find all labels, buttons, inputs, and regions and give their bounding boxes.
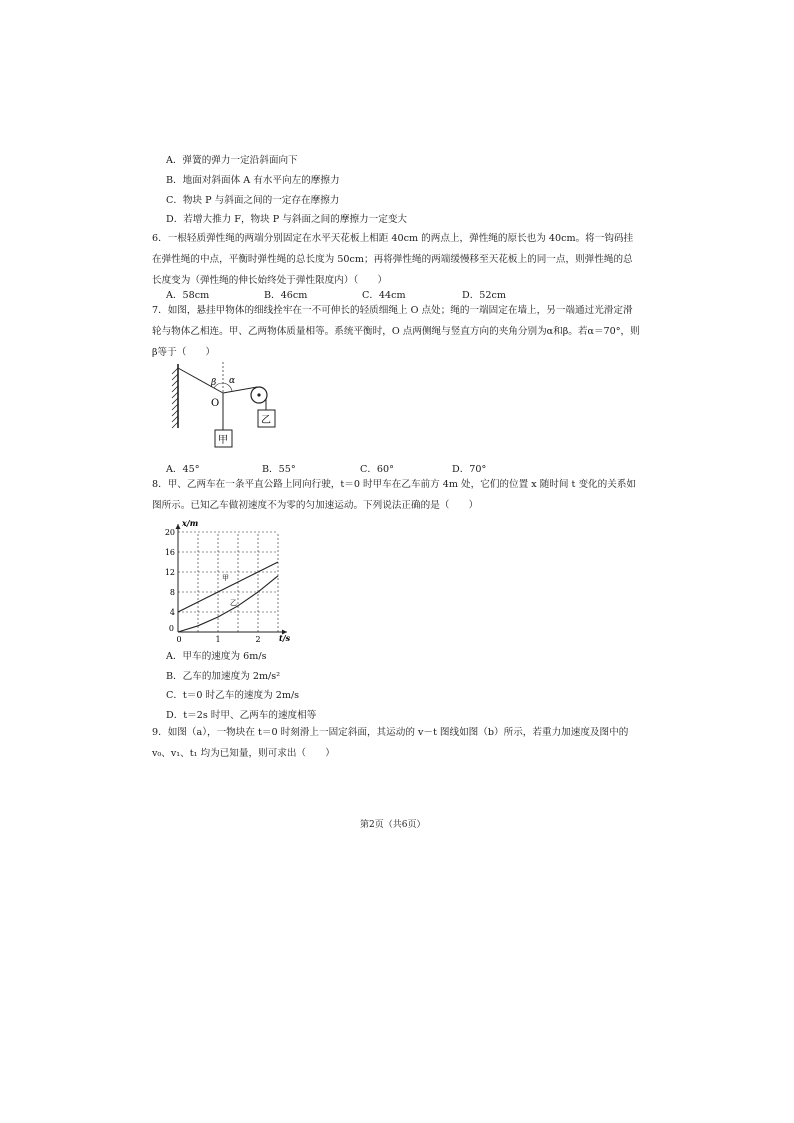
q6-option-b: B．46cm [264,290,308,301]
q7-figure [162,360,292,460]
label-yi: 乙 [261,415,271,426]
q6-option-d: D．52cm [462,290,506,301]
q8-option-a: A．甲车的速度为 6m/s [166,651,267,662]
pulley-axle [257,393,260,396]
label-o: O [211,398,220,409]
q8-option-b: B．乙车的加速度为 2m/s² [166,671,281,682]
y-tick-label: 4 [169,608,175,617]
q8-option-c: C．t＝0 时乙车的速度为 2m/s [166,690,300,701]
q8-option-d: D．t＝2s 时甲、乙两车的速度相等 [166,710,317,721]
x-tick-label: 1 [215,635,221,644]
wall-hatching [172,368,178,428]
q7-option-d: D．70° [452,464,487,475]
q5-option-c: C．物块 P 与斜面之间的一定存在摩擦力 [166,195,340,206]
q5-option-b: B．地面对斜面体 A 有水平向左的摩擦力 [166,175,340,186]
label-alpha: α [229,376,236,386]
y-axis-label: x/m [182,518,199,528]
q7-option-a: A．45° [166,464,200,475]
x-origin-tick-label: 0 [176,635,182,644]
y-tick-label: 8 [169,588,175,597]
y-tick-label: 20 [164,528,175,537]
q9-stem: 9．如图（a），一物块在 t＝0 时刻滑上一固定斜面，其运动的 v－t 图线如图（b）所示，若重力加速度及图中的 v₀、v₁、t₁ 均为已知量，则可求出（ ） [152,727,629,759]
q8-stem: 8．甲、乙两车在一条平直公路上同向行驶，t＝0 时甲车在乙车前方 4m 处，它们的位置 x 随时间 t 变化的关系如图所示。已知乙车做初速度不为零的匀加速运动。下列说法正确的是（ ） [152,479,637,511]
y-tick-label: 16 [164,548,175,557]
label-jia: 甲 [218,435,228,446]
q5-option-a: A．弹簧的弹力一定沿斜面向下 [166,155,298,166]
q6-option-c: C．44cm [362,290,406,301]
x-axis-label: t/s [279,633,291,643]
x-tick-label: 2 [255,635,261,644]
rope-left [178,368,223,393]
page-footer: 第2页（共6页） [360,820,426,830]
series-label-jia: 甲 [222,574,229,582]
q6-stem: 6．一根轻质弹性绳的两端分别固定在水平天花板上相距 40cm 的两点上，弹性绳的原长也为 40cm。将一钩码挂在弹性绳的中点，平衡时弹性绳的总长度为 50cm；再将弹性绳的两端缓慢移至天花板上的同一点，则弹性绳的总长度变为（弹性绳的伸长始终处于弹性限度内）（ ） [152,233,634,286]
label-beta: β [211,378,217,388]
q7-stem: 7．如图，悬挂甲物体的细线拴牢在一不可伸长的轻质细绳上 O 点处；绳的一端固定在墙上，另一端通过光滑定滑轮与物体乙相连。甲、乙两物体质量相等。系统平衡时，O 点两侧绳与竖直方向的夹角分别为α和β。若α＝70°，则β等于（ ） [152,305,640,358]
series-label-yi: 乙 [230,599,237,607]
origin-tick-label: 0 [168,624,174,633]
q6-option-a: A．58cm [166,290,210,301]
series-line-jia [178,562,278,612]
q7-option-b: B．55° [262,464,296,475]
q8-xt-chart [160,512,300,646]
y-tick-label: 12 [164,568,175,577]
q7-option-c: C．60° [360,464,394,475]
q5-option-d: D．若增大推力 F，物块 P 与斜面之间的摩擦力一定变大 [166,214,408,225]
y-axis-arrow [176,524,181,529]
